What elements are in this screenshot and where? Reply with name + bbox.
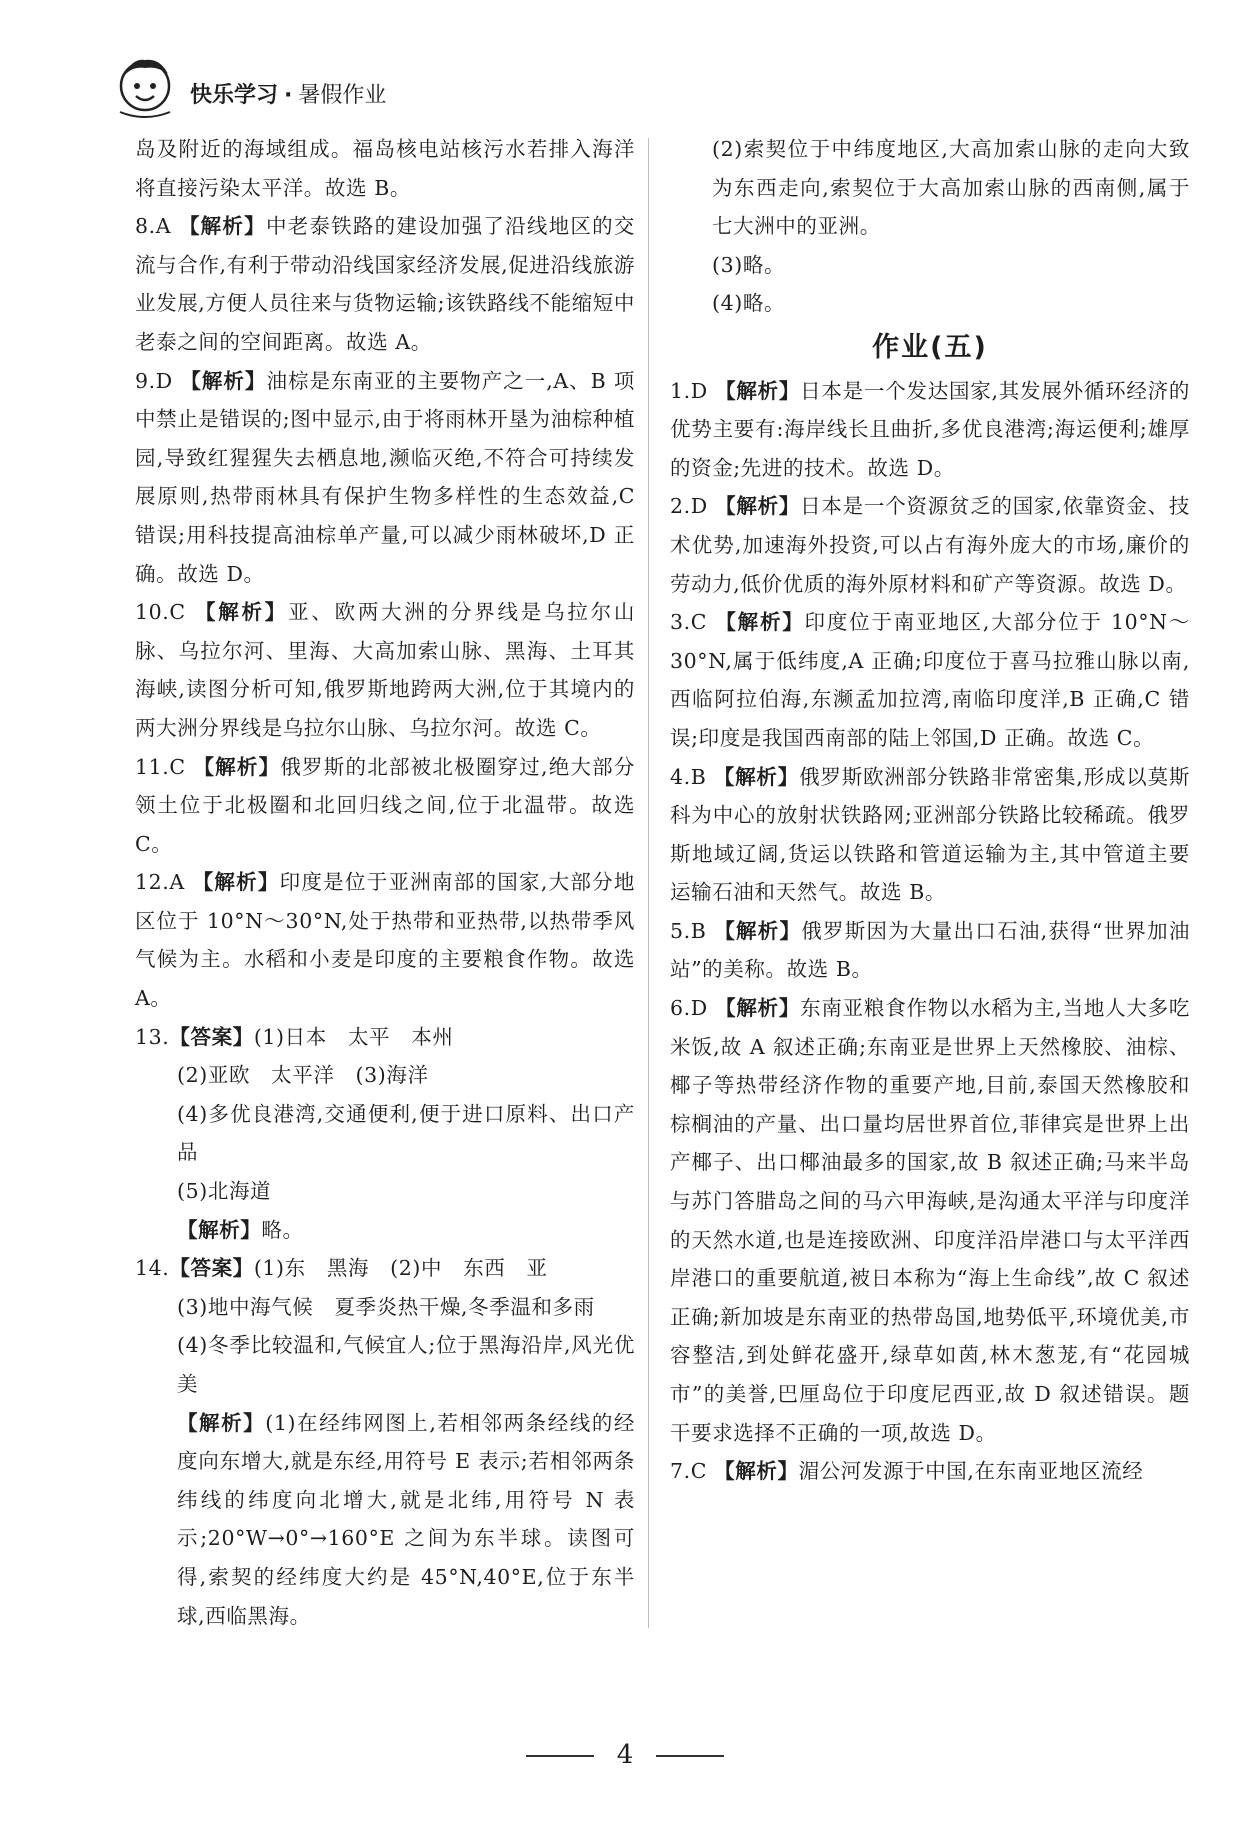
right-column [670,130,1190,1491]
answer-paragraph: 5.B 【解析】俄罗斯因为大量出口石油,获得“世界加油站”的美称。故选 B。 [670,918,1190,982]
brand-name: 快乐学习 [190,83,279,108]
answer-subitem: (5)北海道 [177,1179,272,1204]
column-divider [648,138,649,1628]
page-number-value: 4 [616,1740,634,1770]
answer-subitem: (2)亚欧 太平洋 (3)海洋 [177,1063,429,1088]
answer-paragraph: 6.D 【解析】东南亚粮食作物以水稻为主,当地人大多吃米饭,故 A 叙述正确;东南亚是世界上天然橡胶、油棕、椰子等热带经济作物的重要产地,目前,泰国天然橡胶和棕榈油的产量、出口量均居世界首位,菲律宾是世界上出产椰子、出口椰油最多的国家,故 B 叙述正确;马来半岛与苏门答腊岛之间的马六甲海峡,是沟通太平洋与印度洋的天然水道,也是连接欧洲、印度洋沿岸港口与太平洋西岸港口的重要航道,被日本称为“海上生命线”,故 C 叙述正确;新加坡是东南亚的热带岛国,地势低平,环境优美,市容整洁,到处鲜花盛开,绿草如茵,林木葱茏,有“花园城市”的美誉,巴厘岛位于印度尼西亚,故 D 叙述错误。题干要求选择不正确的一项,故选 D。 [670,996,1190,1445]
left-column [135,130,635,1635]
page-header [110,50,710,130]
answer-paragraph: 7.C 【解析】湄公河发源于中国,在东南亚地区流经 [670,1459,1144,1484]
brand-subtitle: 暑假作业 [298,83,387,108]
answer-subitem: 【解析】(1)在经纬网图上,若相邻两条经线的经度向东增大,就是东经,用符号 E 表示;若相邻两条纬线的纬度向北增大,就是北纬,用符号 N 表示;20°W→0°→160°E 之间为东半球。读图可得,索契的经纬度大约是 45°N,40°E,位于东半球,西临黑海。 [177,1410,635,1628]
answer-subitem: (4)多优良港湾,交通便利,便于进口原料、出口产品 [177,1101,635,1165]
answer-paragraph: 2.D 【解析】日本是一个资源贫乏的国家,依靠资金、技术优势,加速海外投资,可以占有海外庞大的市场,廉价的劳动力,低价优质的海外原材料和矿产等资源。故选 D。 [670,494,1190,596]
answer-subitem: (4)略。 [712,291,786,316]
answer-subitem: 【解析】略。 [177,1217,304,1242]
answer-paragraph: 12.A 【解析】印度是位于亚洲南部的国家,大部分地区位于 10°N～30°N,处于热带和亚热带,以热带季风气候为主。水稻和小麦是印度的主要粮食作物。故选 A。 [135,870,635,1011]
answer-subitem: (3)地中海气候 夏季炎热干燥,冬季温和多雨 [177,1294,595,1319]
page-number-dash [656,1755,724,1757]
section-title: 作业(五) [872,331,988,363]
answer-paragraph: 11.C 【解析】俄罗斯的北部被北极圈穿过,绝大部分领土位于北极圈和北回归线之间,位于北温带。故选 C。 [135,754,635,856]
answer-paragraph: 8.A 【解析】中老泰铁路的建设加强了沿线地区的交流与合作,有利于带动沿线国家经济发展,促进沿线旅游业发展,方便人员往来与货物运输;该铁路线不能缩短中老泰之间的空间距离。故选 A。 [135,214,635,354]
answer-subitem: (4)冬季比较温和,气候宜人;位于黑海沿岸,风光优美 [177,1333,635,1396]
answer-paragraph: 9.D 【解析】油棕是东南亚的主要物产之一,A、B 项中禁止是错误的;图中显示,由于将雨林开垦为油棕种植园,导致红猩猩失去栖息地,濒临灭绝,不符合可持续发展原则,热带雨林具有保护生物多样性的生态效益,C 错误;用科技提高油棕单产量,可以减少雨林破坏,D 正确。故选 D。 [135,368,635,586]
answer-paragraph: 岛及附近的海域组成。福岛核电站核污水若排入海洋将直接污染太平洋。故选 B。 [135,137,635,200]
mascot-logo-icon [110,50,180,125]
answer-paragraph: 4.B 【解析】俄罗斯欧洲部分铁路非常密集,形成以莫斯科为中心的放射状铁路网;亚洲部分铁路比较稀疏。俄罗斯地域辽阔,货运以铁路和管道运输为主,其中管道主要运输石油和天然气。故选 B。 [670,764,1190,905]
answer-paragraph: 10.C 【解析】亚、欧两大洲的分界线是乌拉尔山脉、乌拉尔河、里海、大高加索山脉、黑海、土耳其海峡,读图分析可知,俄罗斯地跨两大洲,位于其境内的两大洲分界线是乌拉尔山脉、乌拉尔河。故选 C。 [135,600,635,740]
answer-paragraph: 3.C 【解析】印度位于南亚地区,大部分位于 10°N～30°N,属于低纬度,A 正确;印度位于喜马拉雅山脉以南,西临阿拉伯海,东濒孟加拉湾,南临印度洋,B 正确,C 错误;印度是我国西南部的陆上邻国,D 正确。故选 C。 [670,610,1190,750]
page-number-dash [526,1755,594,1757]
answer-subitem: (3)略。 [712,252,786,277]
answer-subitem: (2)索契位于中纬度地区,大高加索山脉的走向大致为东西走向,索契位于大高加索山脉的西南侧,属于七大洲中的亚洲。 [712,137,1190,239]
page-number [0,1740,1250,1770]
answer-paragraph: 14.【答案】(1)东 黑海 (2)中 东西 亚 [135,1256,548,1281]
answer-paragraph: 1.D 【解析】日本是一个发达国家,其发展外循环经济的优势主要有:海岸线长且曲折,多优良港湾;海运便利;雄厚的资金;先进的技术。故选 D。 [670,378,1190,480]
book-brand [190,78,386,109]
answer-paragraph: 13.【答案】(1)日本 太平 本州 [135,1024,454,1049]
brand-separator: · [284,83,293,108]
